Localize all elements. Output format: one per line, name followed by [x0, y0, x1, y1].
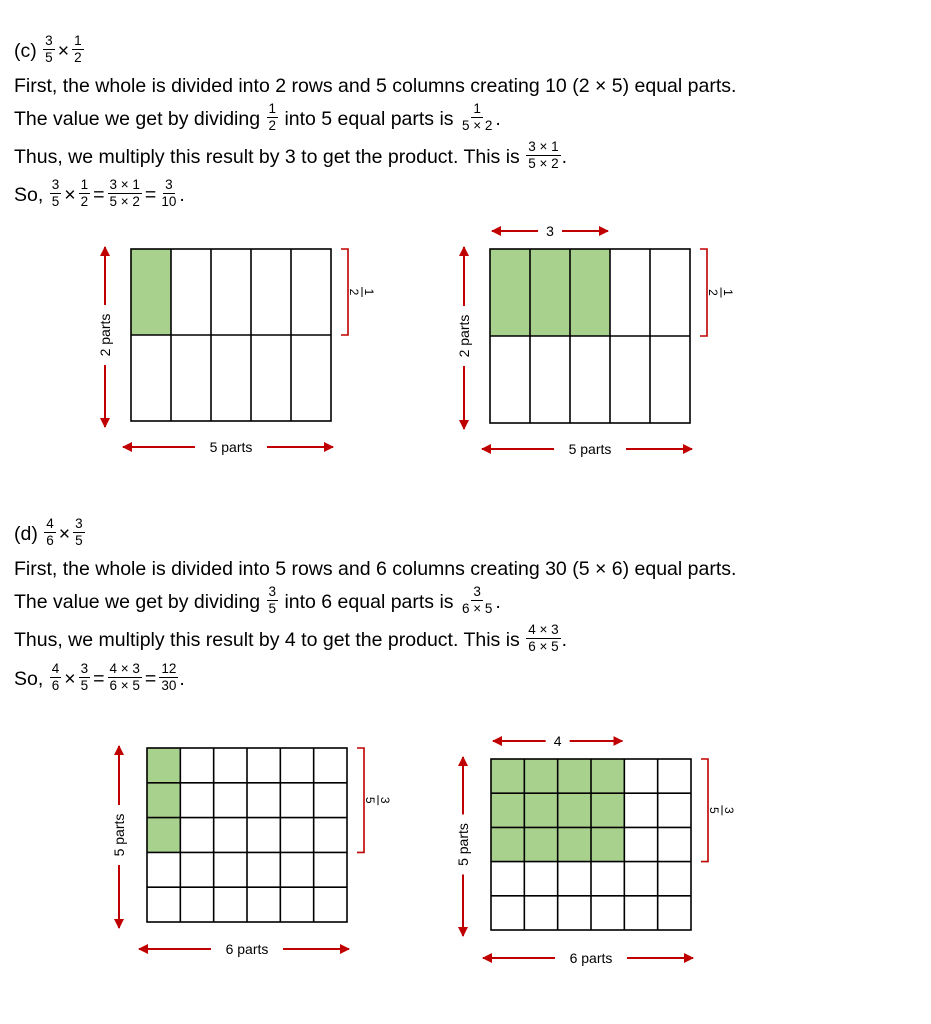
c-right-grid-diagram: [456, 223, 735, 457]
c-line-1: First, the whole is divided into 2 rows and 5 columns creating 10 (2 × 5) equal parts.: [14, 75, 737, 97]
shaded-cell: [490, 249, 530, 336]
c-line-4-c: $\frac{3 \times 1}{5 \times 2}$: [109, 177, 140, 210]
bracket-fraction: [707, 805, 736, 815]
vertical-parts-label: 5 parts: [111, 813, 127, 857]
vertical-parts-label: 2 parts: [97, 313, 113, 357]
shaded-cell: [570, 249, 610, 336]
bracket-fraction-numerator: 1: [721, 289, 735, 296]
shaded-cell: [147, 818, 180, 853]
bracket-fraction-denominator: 5: [707, 806, 721, 814]
d-heading: (d) $\frac{4}{6}$ × $\frac{3}{5}$: [14, 516, 83, 549]
shaded-cell: [491, 793, 524, 827]
shaded-cell: [558, 793, 591, 827]
c-line-2: The value we get by dividing $\frac{1}{2}$ into 5 equal parts is $\frac{1}{5 \times 2}$ .: [14, 101, 501, 134]
c-line-4-a: $\frac{3}{5}$: [51, 177, 60, 210]
d-heading-fraction-a: $\frac{4}{6}$: [46, 516, 54, 549]
top-count-label: 3: [546, 223, 554, 239]
bracket-fraction: [347, 287, 376, 297]
bracket-fraction-numerator: 3: [378, 796, 392, 804]
bracket-fraction-denominator: 2: [706, 289, 720, 296]
d-line-4: So, $\frac{4}{6}$ × $\frac{3}{5}$ = $\frac{4 \times 3}{6 \times 5}$ = $\frac{12}{30}$ .: [14, 661, 185, 694]
d-line-1: First, the whole is divided into 5 rows and 6 columns creating 30 (5 × 6) equal parts.: [14, 558, 737, 580]
shaded-cell: [147, 748, 180, 783]
bracket-fraction-numerator: 1: [362, 288, 376, 296]
c-heading-fraction-b: $\frac{1}{2}$: [74, 33, 82, 66]
c-left-grid-diagram: [97, 247, 376, 455]
right-bracket: [357, 748, 364, 852]
shaded-cell: [491, 827, 524, 861]
shaded-cell: [147, 783, 180, 818]
shaded-cell: [591, 759, 624, 793]
d-line-2-fraction: $\frac{3}{5}$: [268, 584, 277, 617]
d-line-4-c: $\frac{4 \times 3}{6 \times 5}$: [109, 661, 140, 694]
shaded-cell: [491, 759, 524, 793]
shaded-cell: [591, 827, 624, 861]
top-count-label: 4: [553, 733, 562, 749]
bracket-fraction-numerator: 3: [722, 806, 736, 814]
bracket-fraction: [706, 288, 735, 298]
right-bracket: [700, 249, 707, 336]
d-line-3-result: $\frac{4 \times 3}{6 \times 5}$: [528, 622, 559, 655]
c-line-4-b: $\frac{1}{2}$: [80, 177, 89, 210]
shaded-cell: [524, 827, 557, 861]
horizontal-parts-label: 5 parts: [568, 441, 612, 457]
d-left-grid-diagram: [111, 746, 392, 957]
bracket-fraction: [363, 795, 392, 805]
shaded-cell: [530, 249, 570, 336]
d-line-2: The value we get by dividing $\frac{3}{5}$ into 6 equal parts is $\frac{3}{6 \times 5}$ .: [14, 584, 501, 617]
d-line-4-d: $\frac{12}{30}$: [161, 661, 177, 694]
shaded-cell: [131, 249, 171, 335]
vertical-parts-label: 5 parts: [455, 823, 471, 866]
c-line-3-result: $\frac{3 \times 1}{5 \times 2}$: [528, 139, 559, 172]
shaded-cell: [524, 793, 557, 827]
shaded-cell: [591, 793, 624, 827]
c-line-3: Thus, we multiply this result by 3 to get the product. This is $\frac{3 \times 1}{5 \times 2}$ .: [14, 139, 568, 172]
vertical-parts-label: 2 parts: [456, 314, 472, 358]
horizontal-parts-label: 6 parts: [225, 941, 269, 957]
d-line-3: Thus, we multiply this result by 4 to get the product. This is $\frac{4 \times 3}{6 \times 5}$ .: [14, 622, 568, 655]
c-heading: (c) $\frac{3}{5}$ × $\frac{1}{2}$: [14, 33, 82, 66]
c-line-2-result: $\frac{1}{5 \times 2}$: [461, 101, 493, 134]
shaded-cell: [524, 759, 557, 793]
d-heading-fraction-b: $\frac{3}{5}$: [75, 516, 83, 549]
shaded-cell: [558, 827, 591, 861]
c-line-4-d: $\frac{3}{10}$: [161, 177, 177, 210]
d-line-4-b: $\frac{3}{5}$: [80, 661, 89, 694]
shaded-cell: [558, 759, 591, 793]
d-line-2-result: $\frac{3}{6 \times 5}$: [461, 584, 493, 617]
d-right-grid-diagram: [455, 733, 736, 966]
horizontal-parts-label: 6 parts: [569, 950, 613, 966]
right-bracket: [341, 249, 348, 335]
bracket-fraction-denominator: 5: [363, 796, 377, 804]
c-line-2-fraction: $\frac{1}{2}$: [268, 101, 277, 134]
d-label: (d): [14, 522, 38, 545]
d-line-4-a: $\frac{4}{6}$: [51, 661, 60, 694]
right-bracket: [701, 759, 708, 862]
c-line-4: So, $\frac{3}{5}$ × $\frac{1}{2}$ = $\frac{3 \times 1}{5 \times 2}$ = $\frac{3}{10}$ .: [14, 177, 185, 210]
c-label: (c): [14, 39, 37, 62]
c-heading-fraction-a: $\frac{3}{5}$: [45, 33, 53, 66]
horizontal-parts-label: 5 parts: [209, 439, 253, 455]
bracket-fraction-denominator: 2: [347, 288, 361, 296]
